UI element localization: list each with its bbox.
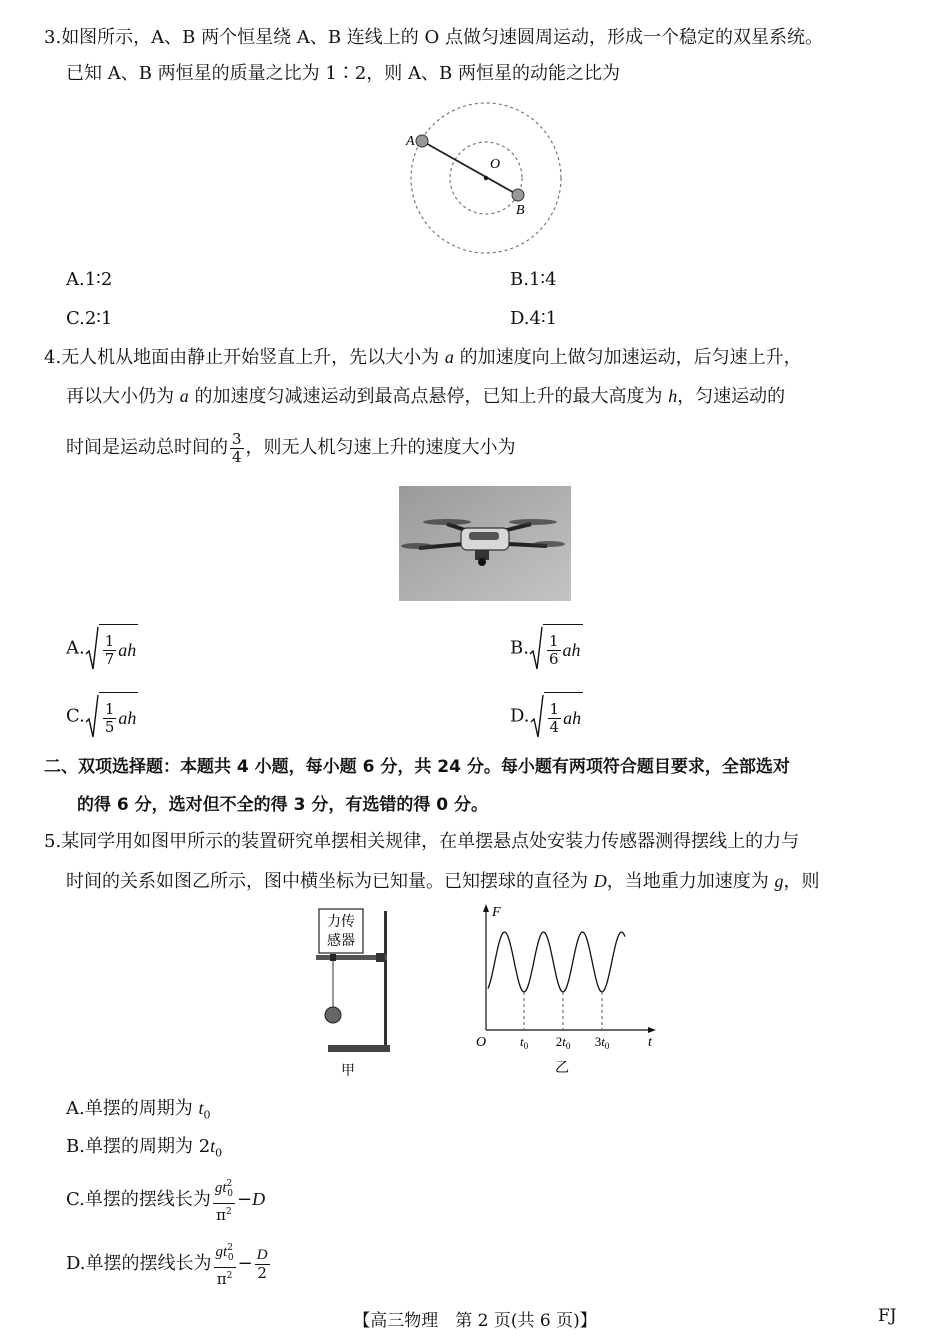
svg-text:O: O bbox=[490, 157, 501, 172]
q5-option-a[interactable]: A.单摆的周期为 $t_0$ bbox=[66, 1098, 211, 1122]
svg-text:A: A bbox=[406, 134, 415, 149]
force-time-graph bbox=[470, 900, 660, 1080]
pendulum-apparatus-figure bbox=[310, 905, 410, 1080]
q4-stem-line2: 再以大小仍为 a 的加速度匀减速运动到最高点悬停，已知上升的最大高度为 h，匀速运动的 bbox=[66, 386, 786, 407]
section2-heading-line1: 二、双项选择题：本题共 4 小题，每小题 6 分，共 24 分。每小题有两项符合题目要求，全部选对 bbox=[44, 757, 790, 777]
q4-stem-line1: 4.无人机从地面由静止开始竖直上升，先以大小为 a 的加速度向上做匀加速运动，后匀速上升， bbox=[44, 347, 802, 368]
q5-option-c[interactable]: C.单摆的摆线长为 $\frac{gt^2_0}{\pi^2}$ −D bbox=[66, 1176, 265, 1224]
q3-number: 3. bbox=[44, 27, 62, 48]
q4-option-d[interactable]: D. $\frac{1}{4}$ ah bbox=[510, 692, 583, 741]
svg-text:F: F bbox=[492, 905, 501, 920]
drone-photo bbox=[399, 486, 571, 601]
q3-option-d[interactable]: D.4∶1 bbox=[510, 308, 558, 329]
q5-option-d[interactable]: D.单摆的摆线长为 $\frac{gt^2_0}{\pi^2}$ − $\frac{D}{2}$ bbox=[66, 1240, 272, 1288]
svg-text:3t0: $3t_0$ bbox=[594, 1034, 610, 1051]
q3-option-c[interactable]: C.2∶1 bbox=[66, 308, 113, 329]
q4-stem-line3: 时间是运动总时间的 $\frac{3}{4}$ ，则无人机匀速上升的速度大小为 bbox=[66, 429, 516, 466]
section2-heading-line2: 的得 6 分，选对但不全的得 3 分，有选错的得 0 分。 bbox=[77, 795, 488, 815]
fraction-three-quarters: $\frac{3}{4}$ bbox=[232, 429, 242, 466]
pendulum-bob bbox=[325, 1007, 341, 1023]
q3-stem-line1: 3.如图所示，A、B 两个恒星绕 A、B 连线上的 O 点做匀速圆周运动，形成一个稳定的双星系统。 bbox=[44, 27, 824, 48]
star-b bbox=[512, 189, 524, 201]
svg-text:乙: 乙 bbox=[555, 1060, 569, 1076]
q4-option-b[interactable]: B. $\frac{1}{6}$ ah bbox=[510, 624, 583, 673]
star-a bbox=[416, 135, 428, 147]
page-footer: 【高三物理 第 2 页(共 6 页)】 bbox=[353, 1311, 597, 1331]
svg-text:B: B bbox=[516, 203, 525, 218]
q5-stem-line1: 5.某同学用如图甲所示的装置研究单摆相关规律，在单摆悬点处安装力传感器测得摆线上的力与 bbox=[44, 831, 800, 852]
q3-stem-line2: 已知 A、B 两恒星的质量之比为 1∶2，则 A、B 两恒星的动能之比为 bbox=[66, 63, 620, 84]
svg-text:甲: 甲 bbox=[341, 1063, 355, 1079]
q3-option-b[interactable]: B.1∶4 bbox=[510, 269, 557, 290]
q4-option-a[interactable]: A. $\frac{1}{7}$ ah bbox=[66, 624, 138, 673]
q5-option-b[interactable]: B.单摆的周期为 $2t_0$ bbox=[66, 1136, 223, 1160]
svg-text:感器: 感器 bbox=[327, 933, 355, 949]
svg-text:t0: $t_0$ bbox=[519, 1034, 529, 1051]
q3-option-a[interactable]: A.1∶2 bbox=[66, 269, 113, 290]
footer-tag: FJ bbox=[878, 1306, 897, 1326]
q5-stem-line2: 时间的关系如图乙所示，图中横坐标为已知量。已知摆球的直径为 D，当地重力加速度为 g，则 bbox=[66, 871, 820, 892]
binary-star-figure bbox=[400, 100, 575, 260]
svg-text:t: t bbox=[648, 1035, 652, 1050]
q4-option-c[interactable]: C. $\frac{1}{5}$ ah bbox=[66, 692, 138, 741]
svg-text:力传: 力传 bbox=[327, 914, 355, 930]
svg-text:O: O bbox=[476, 1035, 487, 1050]
svg-text:2t0: $2t_0$ bbox=[555, 1034, 571, 1051]
